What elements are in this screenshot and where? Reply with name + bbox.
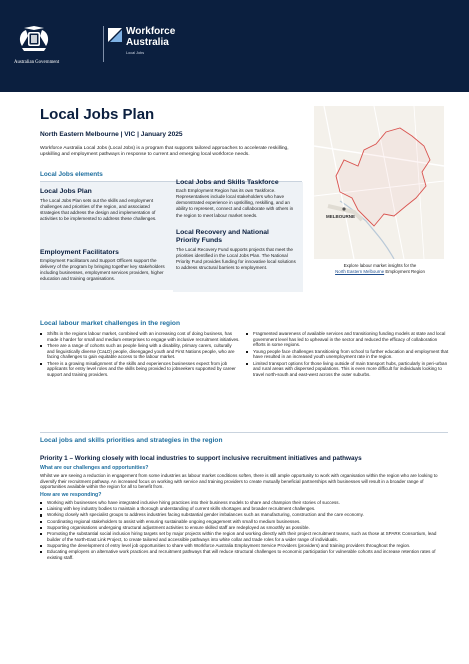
coat-of-arms-icon	[14, 26, 54, 56]
government-label: Australian Government	[14, 60, 60, 65]
priority-1-heading: Priority 1 – Working closely with local industries to support inclusive recruitment initiatives and pathways	[40, 455, 362, 462]
map-caption	[312, 263, 448, 275]
taskforce-heading: Local Jobs and Skills Taskforce	[176, 179, 279, 186]
list-item: Coordinating regional stakeholders to assist with ensuring sustainable ongoing engagement with small to medium businesses.	[40, 519, 450, 525]
list-item: Young people face challenges transitioning from school to further education and employment that have resulted in an increased youth unemployment rate in the region.	[246, 349, 449, 360]
priorities-heading: Local jobs and skills priorities and strategies in the region	[40, 437, 223, 444]
list-item: Supporting the development of entry level job opportunities to share with Workforce Australia Employment Service Providers (providers) and training providers throughout the region.	[40, 543, 450, 549]
workforce-australia-logo-icon	[108, 28, 122, 42]
challenges-left-list	[40, 331, 240, 378]
region-link[interactable]: North Eastern Melbourne	[335, 268, 385, 274]
list-item: Working with businesses who have integrated inclusive hiring practices into their business models to share and champion their stories of success.	[40, 500, 450, 506]
recovery-text: The Local Recovery Fund supports projects that meet the priorities identified in the Local Jobs Plan. The National Priority Fund provides funding for innovative local solutions to address structural barriers to employment.	[176, 247, 296, 271]
priority-1-paragraph: Whilst we are seeing a reduction in engagement from some industries as labour market conditions soften, there is still ample opportunity to work with organisation within the region who are looking to diversify their recruitment pathway. An increased focus on working with service and training providers to create mutually beneficial partnerships with businesses will result in a broader range of opportunities available within the region for all to benefit from.	[40, 473, 438, 490]
list-item: There are a range of cohorts such as people living with a disability, primary carers, culturally and linguistically diverse (CaLD) people, disengaged youth and First Nations people, who are facing challenges to gain equitable access to the labour market.	[40, 343, 240, 360]
map-caption-line2	[312, 269, 448, 275]
section-divider	[40, 432, 448, 433]
responding-question: How are we responding?	[40, 492, 102, 498]
facilitators-text: Employment Facilitators and Support Officers support the delivery of the program by bringing together key stakeholders including businesses, employment services providers, higher education and training organisations.	[40, 258, 165, 282]
responses-list	[40, 500, 450, 561]
logo-title-line2: Australia	[126, 36, 169, 48]
intro-paragraph: Workforce Australia Local Jobs (Local Jobs) is a program that supports tailored approaches to accelerate reskilling, upskilling and employment pathways in response to current and emerging local workforce needs.	[40, 146, 289, 158]
elements-left-panel	[40, 182, 173, 290]
challenges-right-list	[246, 331, 449, 378]
map-caption-line1: Explore labour market insights for the	[343, 263, 417, 268]
page-title: Local Jobs Plan	[40, 106, 155, 123]
region-map-graphic	[314, 106, 444, 259]
region-map[interactable]	[314, 106, 444, 259]
page-subtitle: North Eastern Melbourne | VIC | January 2025	[40, 131, 183, 138]
recovery-heading-line2: Priority Funds	[176, 237, 223, 244]
challenges-heading: Local labour market challenges in the region	[40, 320, 180, 327]
recovery-heading	[176, 229, 269, 245]
local-jobs-plan-text: The Local Jobs Plan sets out the skills and employment challenges and priorities of the region, and associated strategies that address the design and implementation of activities to be implemented to address these challenges.	[40, 198, 157, 222]
list-item: Supporting organisations undergoing structural adjustment activities to ensure skilled staff are redeployed as smoothly as possible.	[40, 525, 450, 531]
list-item: Limited transport options for those living outside of main transport hubs, particularly in peri-urban and rural areas with dispersed populations. This is even more difficult for individuals looking to travel north-south and east-west across the outer suburbs.	[246, 361, 449, 378]
list-item: Liaising with key industry bodies to maintain a thorough understanding of current skills shortages and broader recruitment challenges.	[40, 506, 450, 512]
taskforce-text: Each Employment Region has its own Taskforce. Representatives include local stakeholders who have demonstrated experience in upskilling, reskilling, and an ability to represent, connect and collaborate with others in the region to meet labour market needs.	[176, 188, 294, 218]
list-item: Working closely with specialist groups to address industries facing substantial gender imbalances such as manufacturing, construction and the care economy.	[40, 512, 450, 518]
list-item: Shifts in the regions labour market, combined with an increasing cost of doing business, has made it harder for small and medium enterprises to engage with inclusive recruitment initiatives.	[40, 331, 240, 342]
elements-right-panel	[173, 179, 303, 292]
logo-subtitle: Local Jobs	[126, 51, 145, 55]
list-item: Educating employers on alternative work practices and recruitment pathways that will reduce structural challenges to economic participation for vulnerable cohorts and increase retention rates of existing staff.	[40, 549, 450, 560]
local-jobs-plan-heading: Local Jobs Plan	[40, 188, 92, 195]
map-caption-line2-text: Employment Region	[385, 268, 425, 274]
list-item: Promoting the substantial social inclusion hiring targets set by major projects within the region and working directly with their project recruitment teams, such as those at SPARK Consortium, lead builder of the North-East Link Project, to create tailored and accessible pathways into white collar and trade roles for a wider range of individuals.	[40, 531, 450, 542]
logo-title-line1: Workforce	[126, 26, 176, 37]
list-item: There is a growing misalignment of the skills and experiences businesses expect from job applicants for entry level roles and the skills being provided to jobseekers supported by career support and training providers.	[40, 361, 240, 378]
workforce-australia-title	[126, 27, 175, 48]
page-header	[0, 0, 469, 92]
list-item: Fragmented awareness of available services and transitioning funding models at state and local government level has led to upheaval in the sector and reduced the efficacy of collaboration efforts in some regions.	[246, 331, 449, 348]
map-melbourne-label: MELBOURNE	[326, 214, 355, 219]
recovery-heading-line1: Local Recovery and National	[176, 229, 269, 236]
facilitators-heading: Employment Facilitators	[40, 249, 119, 256]
challenges-question: What are our challenges and opportunities?	[40, 465, 149, 471]
elements-heading: Local Jobs elements	[40, 171, 302, 182]
logo-divider	[103, 26, 104, 62]
